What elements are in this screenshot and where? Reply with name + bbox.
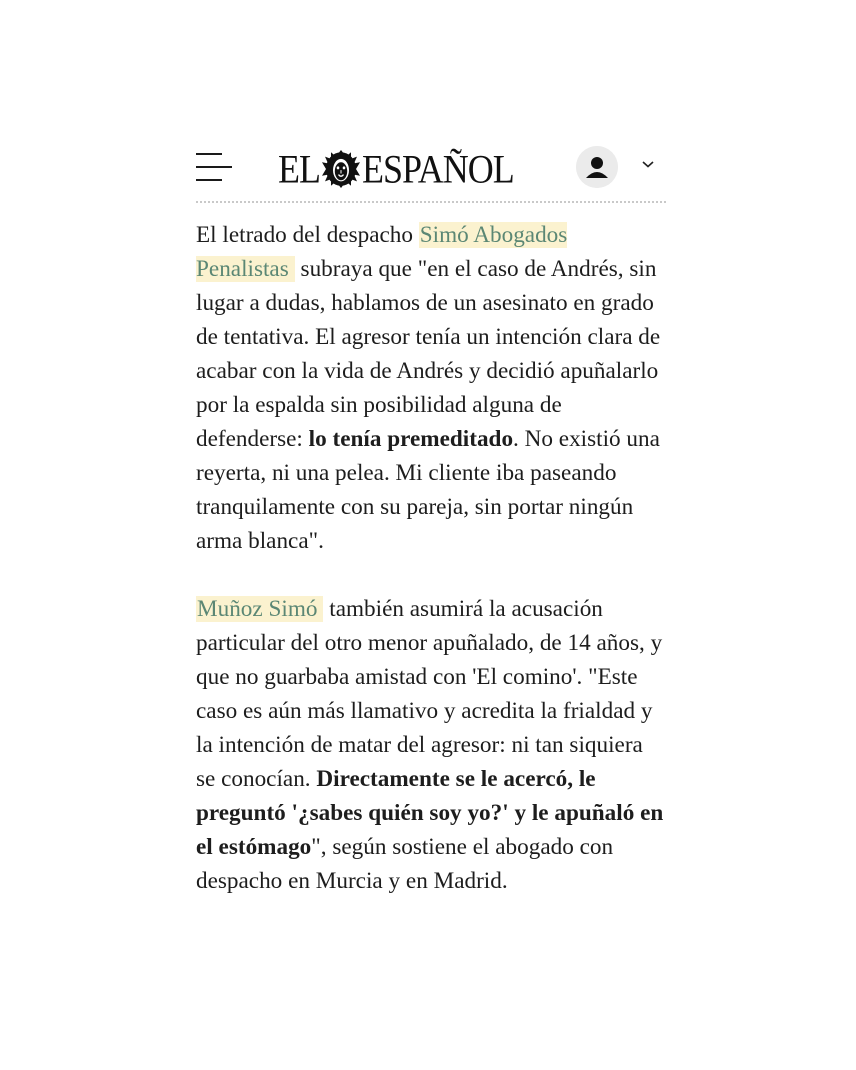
article-body bbox=[196, 218, 666, 898]
user-avatar-icon[interactable] bbox=[576, 146, 618, 188]
logo-text-el: EL bbox=[278, 146, 320, 192]
article-paragraph: El letrado del despacho Simó Abogados Penalistas subraya que "en el caso de Andrés, sin lugar a dudas, hablamos de un asesinato en grado de tentativa. El agresor tenía un intención clara de acabar con la vida de Andrés y decidió apuñalarlo por la espalda sin posibilidad alguna de defenderse: lo tenía premeditado. No existió una reyerta, ni una pelea. Mi cliente iba paseando tranquilamente con su pareja, sin portar ningún arma blanca". bbox=[196, 222, 661, 554]
lion-logo-icon bbox=[322, 150, 360, 188]
site-header bbox=[196, 140, 666, 202]
article-paragraph: Muñoz Simó también asumirá la acusación particular del otro menor apuñalado, de 14 años, y que no guarbaba amistad con 'El comino'. "Este caso es aún más llamativo y acredita la frialdad y la intención de matar del agresor: ni tan siquiera se conocían. Directamente se le acercó, le preguntó '¿sabes quién soy yo?' y le apuñaló en el estómago", según sostiene el abogado con despacho en Murcia y en Madrid. bbox=[196, 596, 664, 894]
header-divider bbox=[196, 201, 666, 203]
chevron-down-icon[interactable] bbox=[641, 159, 655, 169]
site-logo[interactable] bbox=[278, 147, 514, 192]
bold-text: lo tenía premeditado bbox=[308, 426, 514, 452]
link-simo-abogados-penalistas[interactable]: Simó Abogados Penalistas bbox=[196, 222, 568, 282]
bold-text: Directamente se le acercó, le preguntó '¿sabes quién soy yo?' y le apuñaló en el estómago bbox=[196, 766, 664, 860]
hamburger-menu-icon[interactable] bbox=[196, 153, 236, 181]
link-munoz-simo[interactable]: Muñoz Simó bbox=[196, 596, 323, 622]
logo-text-espanol: ESPAÑOL bbox=[361, 146, 514, 192]
